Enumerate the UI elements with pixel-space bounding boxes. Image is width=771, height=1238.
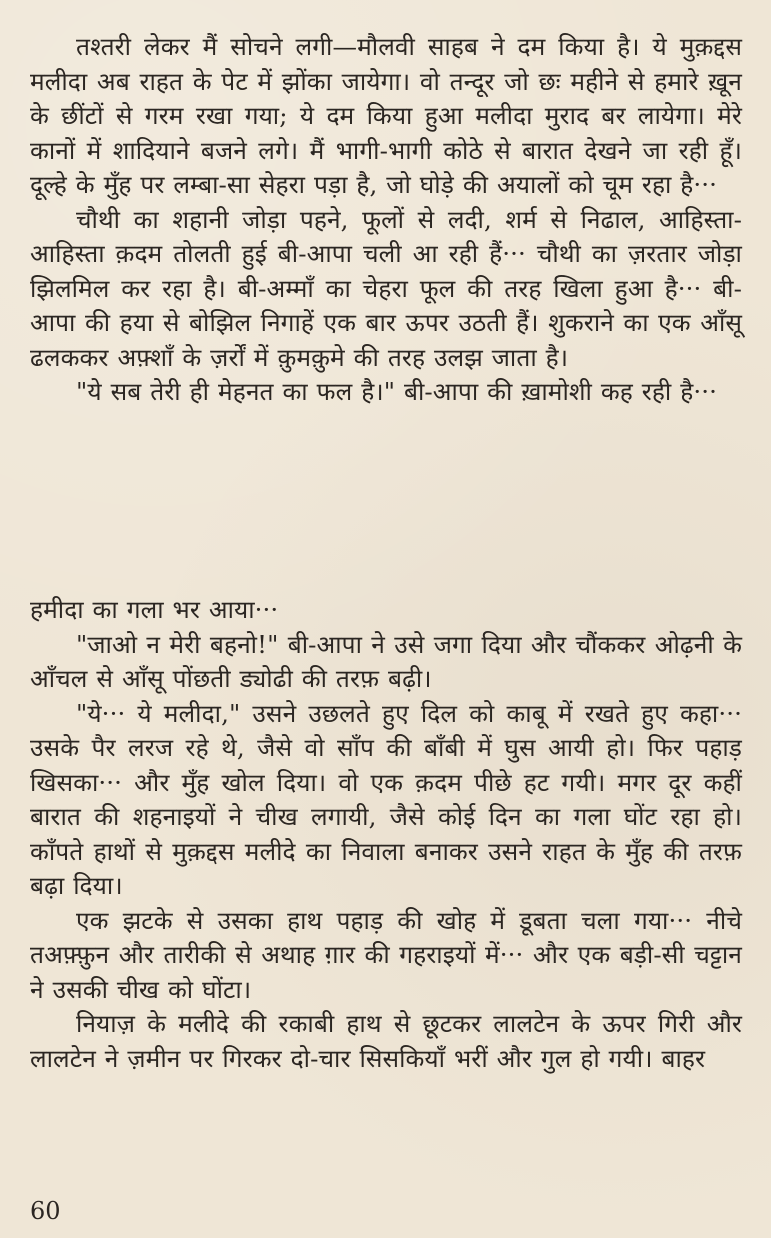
text-section-top	[30, 30, 742, 410]
paragraph-8: नियाज़ के मलीदे की रकाबी हाथ से छूटकर लालटेन के ऊपर गिरी और लालटेन ने ज़मीन पर गिरकर दो-चार सिसकियाँ भरीं और गुल हो गयी। बाहर	[30, 1009, 742, 1073]
text-section-bottom	[30, 593, 742, 1076]
paragraph-2: चौथी का शहानी जोड़ा पहने, फूलों से लदी, शर्म से निढाल, आहिस्ता-आहिस्ता क़दम तोलती हुई बी-आपा चली आ रही हैं··· चौथी का ज़रतार जोड़ा झिलमिल कर रहा है। बी-अम्माँ का चेहरा फूल की तरह खिला हुआ है··· बी-आपा की हया से बोझिल निगाहें एक बार ऊपर उठती हैं। शुकराने का एक आँसू ढलककर अफ़्शाँ के ज़र्रों में क़ुमक़ुमे की तरह उलझ जाता है।	[30, 204, 742, 372]
paragraph-3: "ये सब तेरी ही मेहनत का फल है।" बी-आपा की ख़ामोशी कह रही है···	[76, 377, 718, 406]
paragraph-4: हमीदा का गला भर आया···	[30, 595, 279, 624]
paragraph-6: "ये··· ये मलीदा," उसने उछलते हुए दिल को काबू में रखते हुए कहा··· उसके पैर लरज रहे थे, जैसे वो साँप की बाँबी में घुस आयी हो। फिर पहाड़ खिसका··· और मुँह खोल दिया। वो एक क़दम पीछे हट गयी। मगर दूर कहीं बारात की शहनाइयों ने चीख लगायी, जैसे कोई दिन का गला घोंट रहा हो। काँपते हाथों से मुक़द्दस मलीदे का निवाला बनाकर उसने राहत के मुँह की तरफ़ बढ़ा दिया।	[30, 698, 742, 900]
paragraph-1: तश्तरी लेकर मैं सोचने लगी—मौलवी साहब ने दम किया है। ये मुक़द्दस मलीदा अब राहत के पेट में झोंका जायेगा। वो तन्दूर जो छः महीने से हमारे ख़ून के छींटों से गरम रखा गया; ये दम किया हुआ मलीदा मुराद बर लायेगा। मेरे कानों में शादियाने बजने लगे। मैं भागी-भागी कोठे से बारात देखने जा रही हूँ। दूल्हे के मुँह पर लम्बा-सा सेहरा पड़ा है, जो घोड़े की अयालों को चूम रहा है···	[30, 32, 742, 199]
paragraph-7: एक झटके से उसका हाथ पहाड़ की खोह में डूबता चला गया··· नीचे तअफ़्फ़ुन और तारीकी से अथाह ग़ार की गहराइयों में··· और एक बड़ी-सी चट्टान ने उसकी चीख को घोंटा।	[30, 905, 742, 1004]
page-number: 60	[30, 1197, 61, 1225]
paragraph-5: "जाओ न मेरी बहनो!" बी-आपा ने उसे जगा दिया और चौंककर ओढ़नी के आँचल से आँसू पोंछती ड्योढी की तरफ़ बढ़ी।	[30, 629, 742, 693]
